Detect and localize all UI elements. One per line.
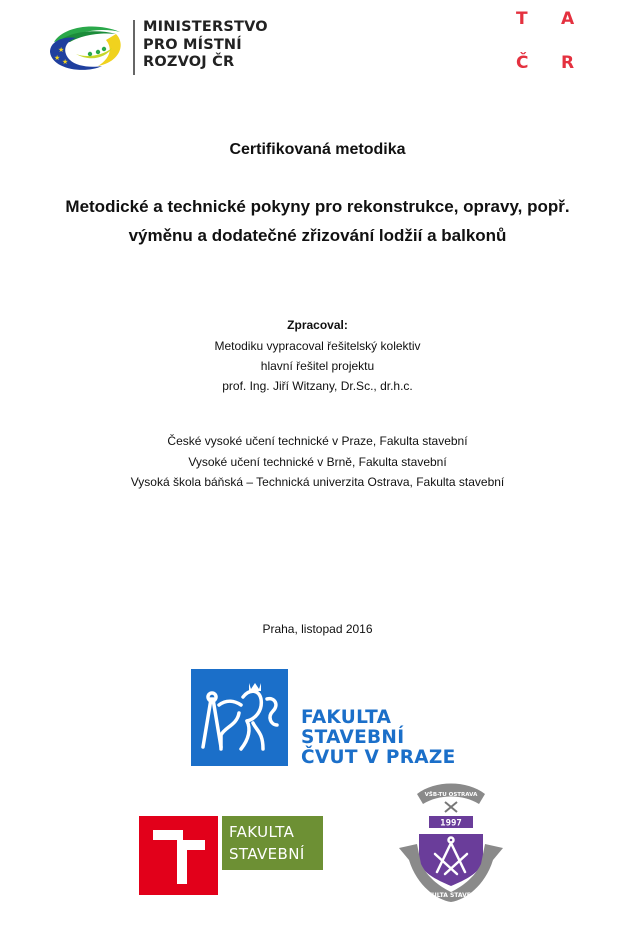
prepared-by-label: Zpracoval:	[287, 318, 348, 332]
vsb-bottom-text: FAKULTA STAVEBNÍ	[419, 892, 483, 899]
svg-text:★: ★	[58, 47, 65, 54]
mmr-emblem-icon	[46, 22, 124, 72]
institution-line: Vysoká škola báňská – Technická univerzita Ostrava, Fakulta stavební	[130, 475, 505, 489]
tacr-letter: R	[561, 53, 575, 73]
document-title-line: Metodické a technické pokyny pro rekonstrukce, opravy, popř.	[65, 197, 570, 216]
tacr-letter: Č	[516, 53, 529, 73]
prepared-by-line: hlavní řešitel projektu	[260, 359, 375, 373]
institution-line: České vysoké učení technické v Praze, Fakulta stavební	[167, 434, 468, 448]
tacr-letter: A	[561, 9, 575, 29]
prepared-by-line: Metodiku vypracoval řešitelský kolektiv	[214, 339, 421, 353]
document-type: Certifikovaná metodika	[229, 141, 406, 158]
vsb-emblem-icon	[395, 776, 507, 906]
cvut-logo-text	[301, 708, 456, 768]
cvut-line: ČVUT V PRAZE	[301, 747, 456, 768]
svg-text:★: ★	[62, 59, 69, 66]
vsb-year: 1997	[440, 818, 462, 829]
ministry-logo-text	[143, 19, 268, 72]
vut-t-icon	[139, 816, 218, 895]
prepared-by-line: prof. Ing. Jiří Witzany, Dr.Sc., dr.h.c.	[222, 379, 413, 393]
ministry-line: ROZVOJ ČR	[143, 54, 235, 70]
place-date: Praha, listopad 2016	[262, 622, 373, 636]
cvut-line: FAKULTA	[301, 707, 392, 728]
institution-line: Vysoké učení technické v Brně, Fakulta stavební	[188, 455, 447, 469]
ministry-line: MINISTERSTVO	[143, 19, 268, 35]
cvut-lion-icon	[191, 669, 288, 766]
cvut-logo-box	[191, 669, 288, 766]
ministry-line: PRO MÍSTNÍ	[143, 36, 242, 53]
document-title-line: výměnu a dodatečné zřizování lodžií a balkonů	[128, 226, 507, 245]
cvut-line: STAVEBNÍ	[301, 727, 405, 748]
logo-divider	[133, 20, 135, 75]
vut-logo-text	[229, 821, 305, 865]
vut-line: FAKULTA	[229, 823, 295, 841]
vut-logo-box	[139, 816, 218, 895]
svg-text:★: ★	[54, 55, 61, 62]
vut-line: STAVEBNÍ	[229, 845, 305, 863]
tacr-letter: T	[516, 9, 528, 29]
vsb-top-text: VŠB-TU OSTRAVA	[424, 792, 478, 798]
